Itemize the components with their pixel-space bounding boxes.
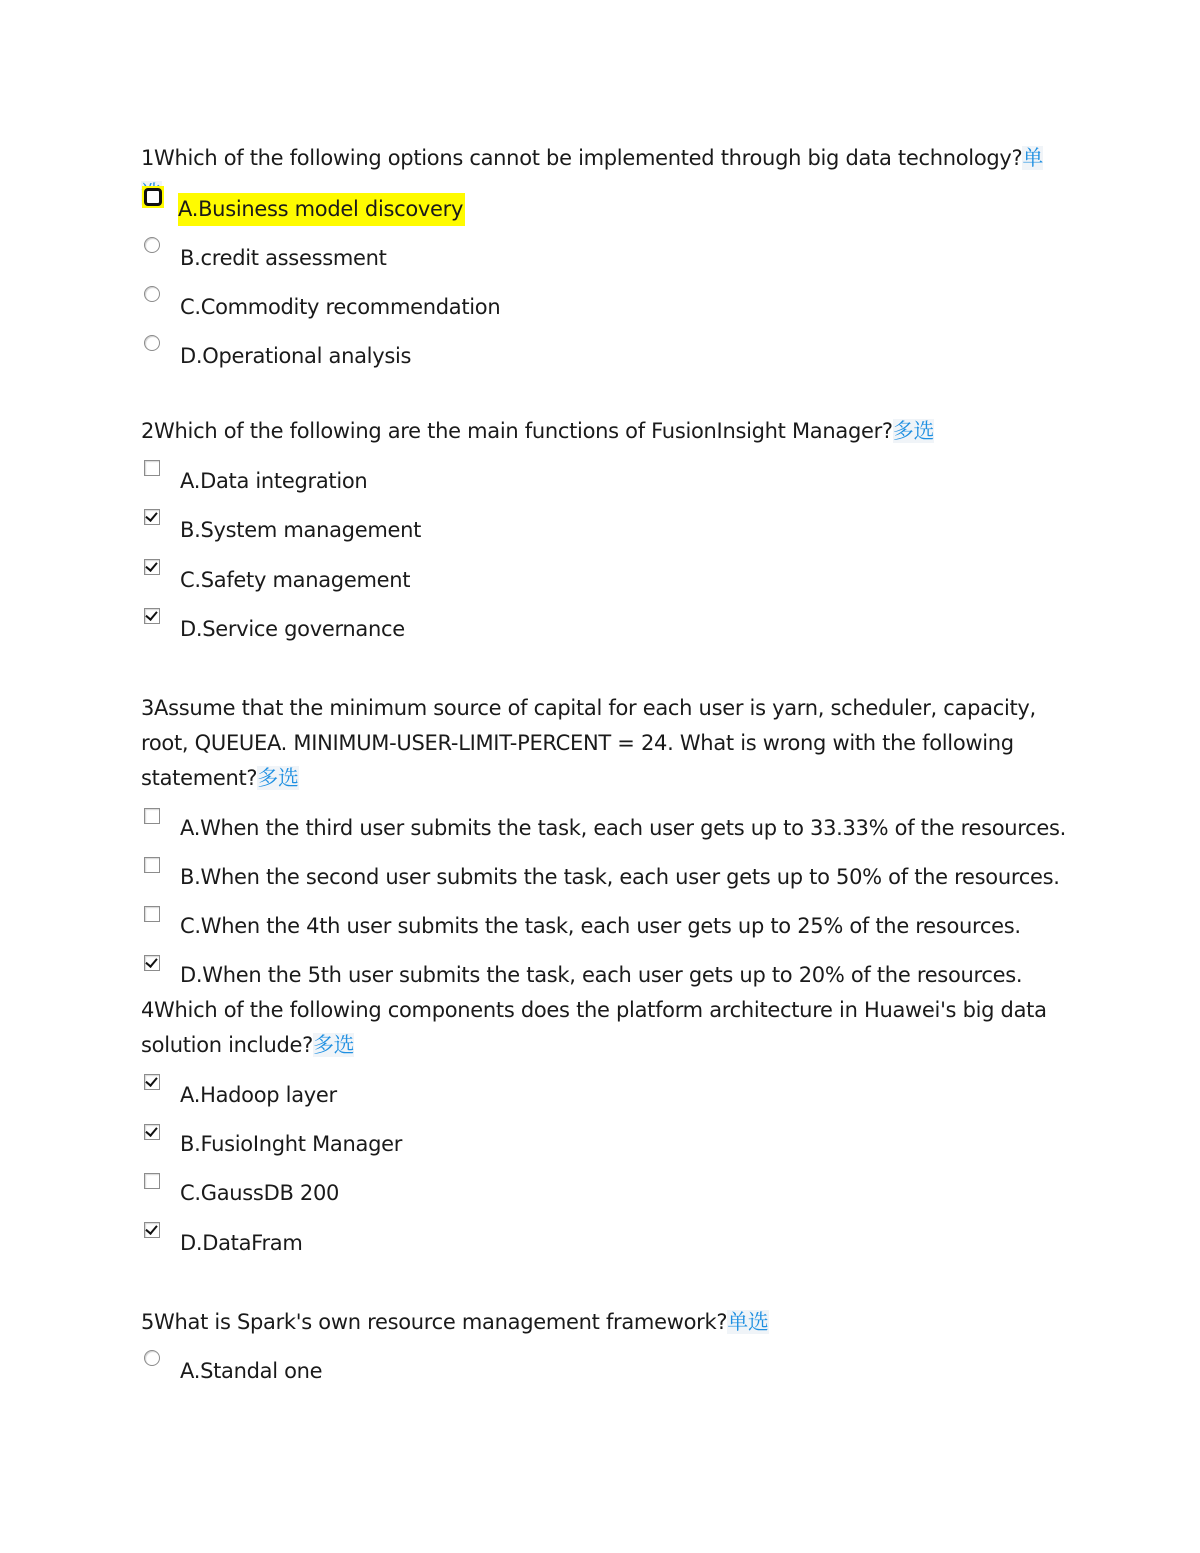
option-label-3b: B.When the second user submits the task, each user gets up to 50% of the resources.	[180, 865, 1060, 889]
option-label-5a: A.Standal one	[180, 1359, 323, 1383]
checkbox-option-2a[interactable]	[144, 460, 160, 476]
checkbox-option-2c[interactable]	[144, 559, 160, 575]
option-label-4c: C.GaussDB 200	[180, 1181, 340, 1205]
radio-option-1c[interactable]	[144, 286, 160, 302]
checkbox-option-2b[interactable]	[144, 509, 160, 525]
option-label-2c: C.Safety management	[180, 568, 411, 592]
question-text: 2Which of the following are the main functions of FusionInsight Manager?	[141, 419, 893, 443]
question-type-tag: 多选	[312, 1033, 355, 1057]
checkbox-option-3c[interactable]	[144, 906, 160, 922]
question-2-text	[141, 414, 1061, 449]
option-label-2b: B.System management	[180, 518, 422, 542]
option-label-3d: D.When the 5th user submits the task, each user gets up to 20% of the resources.	[180, 963, 1023, 987]
checkbox-option-3b[interactable]	[144, 857, 160, 873]
checkbox-option-2d[interactable]	[144, 608, 160, 624]
option-label-1a: A.Business model discovery	[178, 193, 465, 226]
option-label-1d: D.Operational analysis	[180, 344, 412, 368]
option-label-1b: B.credit assessment	[180, 246, 387, 270]
option-label-4a: A.Hadoop layer	[180, 1083, 337, 1107]
checkbox-option-4b[interactable]	[144, 1124, 160, 1140]
option-label-4b: B.FusioInght Manager	[180, 1132, 403, 1156]
radio-option-1a[interactable]	[142, 186, 164, 208]
radio-option-1d[interactable]	[144, 335, 160, 351]
option-label-3c: C.When the 4th user submits the task, each user gets up to 25% of the resources.	[180, 914, 1021, 938]
question-text: 1Which of the following options cannot be implemented through big data technology?	[141, 146, 1023, 170]
option-label-2a: A.Data integration	[180, 469, 368, 493]
option-label-4d: D.DataFram	[180, 1231, 303, 1255]
question-type-tag: 单	[141, 146, 1043, 205]
option-label-3a: A.When the third user submits the task, each user gets up to 33.33% of the resources.	[180, 816, 1067, 840]
question-text: 4Which of the following components does the platform architecture in Huawei's big data solution include?	[141, 998, 1047, 1057]
checkbox-option-3d[interactable]	[144, 955, 160, 971]
option-label-1c: C.Commodity recommendation	[180, 295, 501, 319]
question-text: 5What is Spark's own resource management framework?	[141, 1310, 728, 1334]
question-type-tag: 多选	[257, 766, 299, 790]
question-3-text	[141, 691, 1061, 796]
radio-option-5a[interactable]	[144, 1350, 160, 1366]
checkbox-option-4c[interactable]	[144, 1173, 160, 1189]
radio-option-1b[interactable]	[144, 237, 160, 253]
question-type-tag: 单选	[727, 1310, 769, 1334]
checkbox-option-4a[interactable]	[144, 1074, 160, 1090]
question-type-tag: 多选	[892, 419, 935, 443]
question-text: 3Assume that the minimum source of capital for each user is yarn, scheduler, capacity, root, QUEUEA. MINIMUM-USER-LIMIT-PERCENT = 24. What is wrong with the following statement?	[141, 696, 1036, 790]
checkbox-option-3a[interactable]	[144, 808, 160, 824]
option-label-2d: D.Service governance	[180, 617, 405, 641]
checkbox-option-4d[interactable]	[144, 1222, 160, 1238]
question-4-text	[141, 993, 1061, 1063]
question-5-text	[141, 1305, 1061, 1340]
radio-selected-indicator	[144, 188, 162, 206]
